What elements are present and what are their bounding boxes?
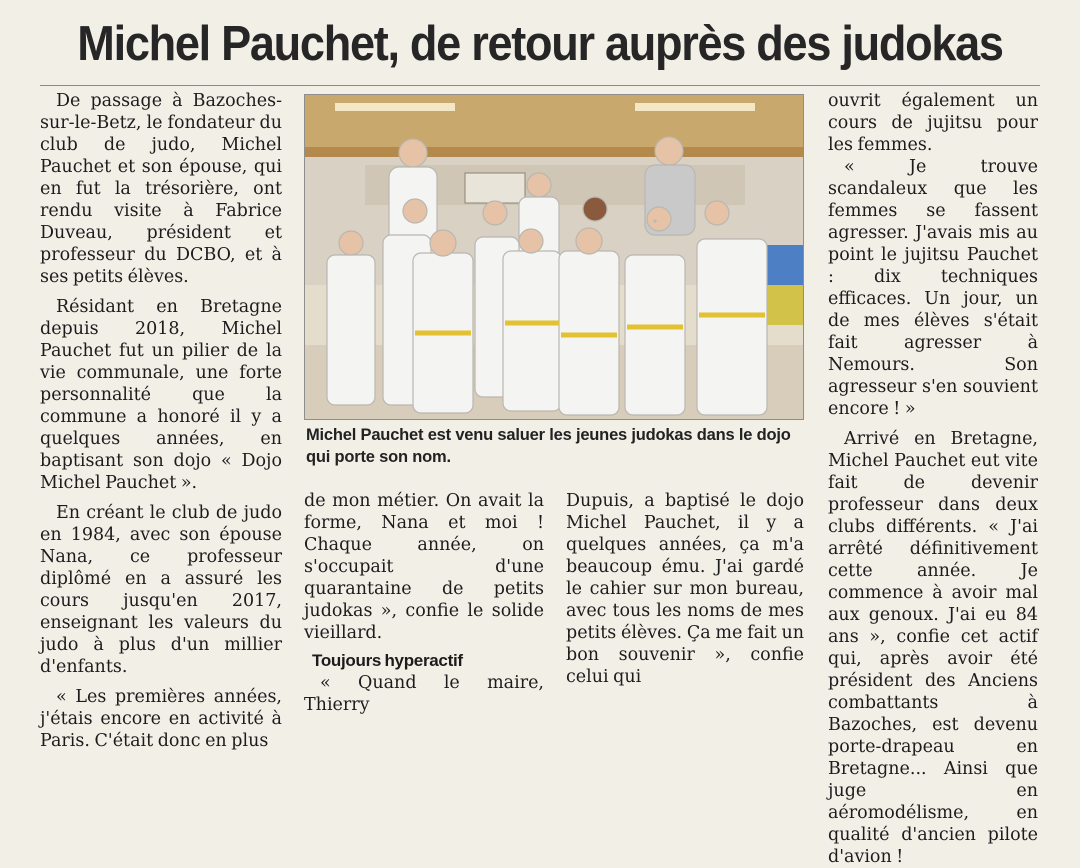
headline: Michel Pauchet, de retour auprès des judokas bbox=[77, 17, 1003, 71]
photo-caption: Michel Pauchet est venu saluer les jeunes judokas dans le dojo qui porte son nom. bbox=[306, 426, 791, 466]
column-2 bbox=[304, 490, 544, 716]
col2-paragraph-2: « Quand le maire, Thierry bbox=[304, 673, 544, 715]
judokas-photo bbox=[304, 94, 804, 420]
photo-illustration bbox=[305, 95, 803, 419]
col1-paragraph-3: En créant le club de judo en 1984, avec son épouse Nana, ce professeur diplômé en a assuré les cours jusqu'en 2017, enseignant les valeurs du judo à plus d'un millier d'enfants. bbox=[40, 503, 282, 677]
column-4 bbox=[828, 90, 1038, 868]
subheading: Toujours hyperactif bbox=[312, 651, 463, 670]
column-1 bbox=[40, 90, 282, 752]
col1-paragraph-2: Résidant en Bretagne depuis 2018, Michel Pauchet fut un pilier de la vie communale, une forte personnalité que la commune a honoré il y a quelques années, en baptisant son dojo « Dojo Michel Pauchet ». bbox=[40, 297, 282, 493]
col1-paragraph-1: De passage à Bazoches-sur-le-Betz, le fondateur du club de judo, Michel Pauchet et son épouse, qui en fut la trésorière, ont rendu visite à Fabrice Duveau, président et professeur du DCBO, et à ses petits élèves. bbox=[40, 91, 282, 287]
column-3 bbox=[566, 490, 804, 688]
col1-paragraph-4: « Les premières années, j'étais encore en activité à Paris. C'était donc en plus bbox=[40, 687, 282, 751]
col4-paragraph-3: Arrivé en Bretagne, Michel Pauchet eut vite fait de devenir professeur dans deux clubs différents. « J'ai arrêté définitivement cette année. Je commence à avoir mal aux genoux. J'ai eu 84 ans », confie cet actif qui, après avoir été président des Anciens combattants à Bazoches, est devenu porte-drapeau en Bretagne... Ainsi que juge en aéromodélisme, en qualité d'ancien pilote d'avion ! bbox=[828, 429, 1038, 867]
col2-paragraph-1: de mon métier. On avait la forme, Nana et moi ! Chaque année, on s'occupait d'une quarantaine de petits judokas », confie le solide vieillard. bbox=[304, 491, 544, 643]
col4-paragraph-1: ouvrit également un cours de jujitsu pour les femmes. bbox=[828, 91, 1038, 155]
headline-rule bbox=[40, 85, 1040, 86]
col4-paragraph-2: « Je trouve scandaleux que les femmes se fassent agresser. J'avais mis au point le jujitsu Pauchet : dix techniques efficaces. Un jour, un de mes élèves s'était fait agresser à Nemours. Son agresseur s'en souvient encore ! » bbox=[828, 157, 1038, 419]
col3-paragraph-1: Dupuis, a baptisé le dojo Michel Pauchet, il y a quelques années, ça m'a beaucoup ému. J'ai gardé le cahier sur mon bureau, avec tous les noms de mes petits élèves. Ça me fait un bon souvenir », confie celui qui bbox=[566, 491, 804, 687]
